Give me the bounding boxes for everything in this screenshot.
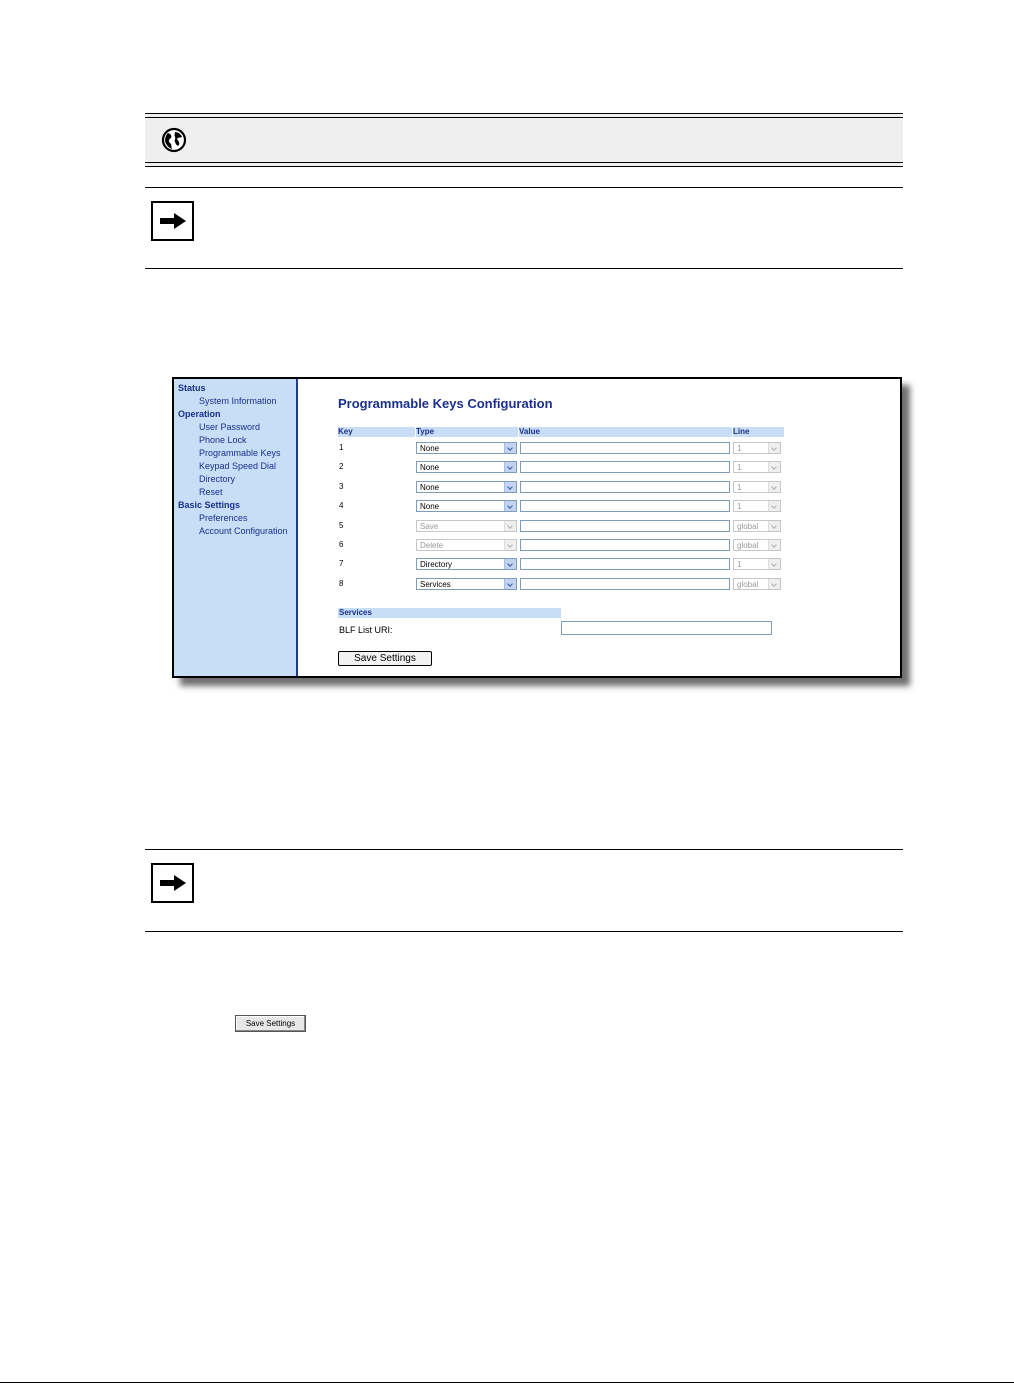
key-type-select	[416, 539, 517, 551]
key-value-input[interactable]	[520, 481, 730, 493]
column-header-line: Line	[733, 427, 784, 437]
key-value-input[interactable]	[520, 558, 730, 570]
note-box	[145, 187, 903, 269]
sidebar-section-operation[interactable]: Operation	[178, 409, 221, 419]
sidebar-item-keypad-speed-dial[interactable]: Keypad Speed Dial	[199, 461, 277, 471]
blf-list-uri-label: BLF List URI:	[339, 625, 393, 635]
key-type-select[interactable]	[416, 500, 517, 512]
key-type-value: Save	[420, 522, 439, 531]
key-value-input[interactable]	[520, 442, 730, 454]
key-type-value: None	[420, 483, 440, 492]
key-type-value: None	[420, 502, 440, 511]
blf-list-uri-input[interactable]	[561, 621, 772, 635]
key-value-input[interactable]	[520, 578, 730, 590]
key-value-input[interactable]	[520, 500, 730, 512]
chevron-down-icon	[768, 540, 780, 550]
note-arrow-frame	[151, 863, 194, 903]
key-line-select	[733, 461, 781, 473]
chevron-down-icon	[504, 540, 516, 550]
key-line-select	[733, 578, 781, 590]
save-settings-button[interactable]: Save Settings	[338, 651, 432, 666]
key-line-value: global	[737, 522, 759, 531]
sidebar-item-user-password[interactable]: User Password	[199, 422, 261, 432]
main-content	[298, 379, 900, 676]
arrow-right-icon	[159, 213, 187, 229]
key-value-input[interactable]	[520, 520, 730, 532]
sidebar-item-reset[interactable]: Reset	[199, 487, 223, 497]
key-number: 1	[339, 443, 344, 452]
key-type-select[interactable]	[416, 578, 517, 590]
column-header-value: Value	[519, 427, 732, 437]
sidebar-item-account-configuration[interactable]: Account Configuration	[199, 526, 288, 536]
chevron-down-icon	[504, 579, 516, 589]
sidebar-section-status[interactable]: Status	[178, 383, 206, 393]
key-type-value: None	[420, 444, 440, 453]
key-line-value: 1	[737, 560, 742, 569]
page-footer-rule	[0, 1382, 1014, 1383]
chevron-down-icon	[768, 462, 780, 472]
key-number: 3	[339, 482, 344, 491]
services-header: Services	[338, 608, 561, 618]
key-line-value: 1	[737, 463, 742, 472]
sidebar-item-preferences[interactable]: Preferences	[199, 513, 248, 523]
key-line-value: global	[737, 541, 759, 550]
globe-icon	[161, 127, 187, 153]
sidebar-section-basic-settings[interactable]: Basic Settings	[178, 500, 241, 510]
key-number: 4	[339, 501, 344, 510]
sidebar-nav	[174, 379, 298, 676]
key-line-select	[733, 481, 781, 493]
note-box	[145, 849, 903, 932]
programmable-keys-screenshot	[172, 377, 902, 678]
key-type-value: Directory	[420, 560, 453, 569]
web-ui-method-bar	[145, 113, 903, 167]
chevron-down-icon	[504, 559, 516, 569]
key-number: 8	[339, 579, 344, 588]
key-value-input[interactable]	[520, 461, 730, 473]
key-type-select	[416, 520, 517, 532]
column-header-key: Key	[338, 427, 415, 437]
chevron-down-icon	[768, 579, 780, 589]
chevron-down-icon	[768, 521, 780, 531]
key-value-input[interactable]	[520, 539, 730, 551]
key-number: 2	[339, 462, 344, 471]
chevron-down-icon	[504, 443, 516, 453]
key-line-value: 1	[737, 483, 742, 492]
key-type-select[interactable]	[416, 558, 517, 570]
sidebar-item-directory[interactable]: Directory	[199, 474, 236, 484]
key-number: 5	[339, 521, 344, 530]
sidebar-item-programmable-keys[interactable]: Programmable Keys	[199, 448, 281, 458]
key-line-select	[733, 558, 781, 570]
key-line-select	[733, 500, 781, 512]
chevron-down-icon	[504, 521, 516, 531]
inline-save-settings-button: Save Settings	[235, 1015, 306, 1032]
note-arrow-frame	[151, 201, 194, 241]
key-type-value: Delete	[420, 541, 444, 550]
chevron-down-icon	[768, 443, 780, 453]
chevron-down-icon	[768, 482, 780, 492]
key-line-value: 1	[737, 502, 742, 511]
divider	[145, 117, 903, 118]
key-line-value: 1	[737, 444, 742, 453]
arrow-right-icon	[159, 875, 187, 891]
key-number: 7	[339, 559, 344, 568]
key-type-select[interactable]	[416, 442, 517, 454]
key-number: 6	[339, 540, 344, 549]
key-type-select[interactable]	[416, 481, 517, 493]
chevron-down-icon	[504, 482, 516, 492]
page-title: Programmable Keys Configuration	[338, 396, 553, 411]
key-type-value: None	[420, 463, 440, 472]
chevron-down-icon	[768, 501, 780, 511]
chevron-down-icon	[504, 501, 516, 511]
key-type-value: Services	[420, 580, 451, 589]
key-line-select	[733, 520, 781, 532]
key-line-select	[733, 539, 781, 551]
sidebar-item-system-information[interactable]: System Information	[199, 396, 277, 406]
key-line-value: global	[737, 580, 759, 589]
divider	[145, 162, 903, 163]
chevron-down-icon	[768, 559, 780, 569]
key-line-select	[733, 442, 781, 454]
key-type-select[interactable]	[416, 461, 517, 473]
column-header-type: Type	[416, 427, 518, 437]
sidebar-item-phone-lock[interactable]: Phone Lock	[199, 435, 247, 445]
chevron-down-icon	[504, 462, 516, 472]
